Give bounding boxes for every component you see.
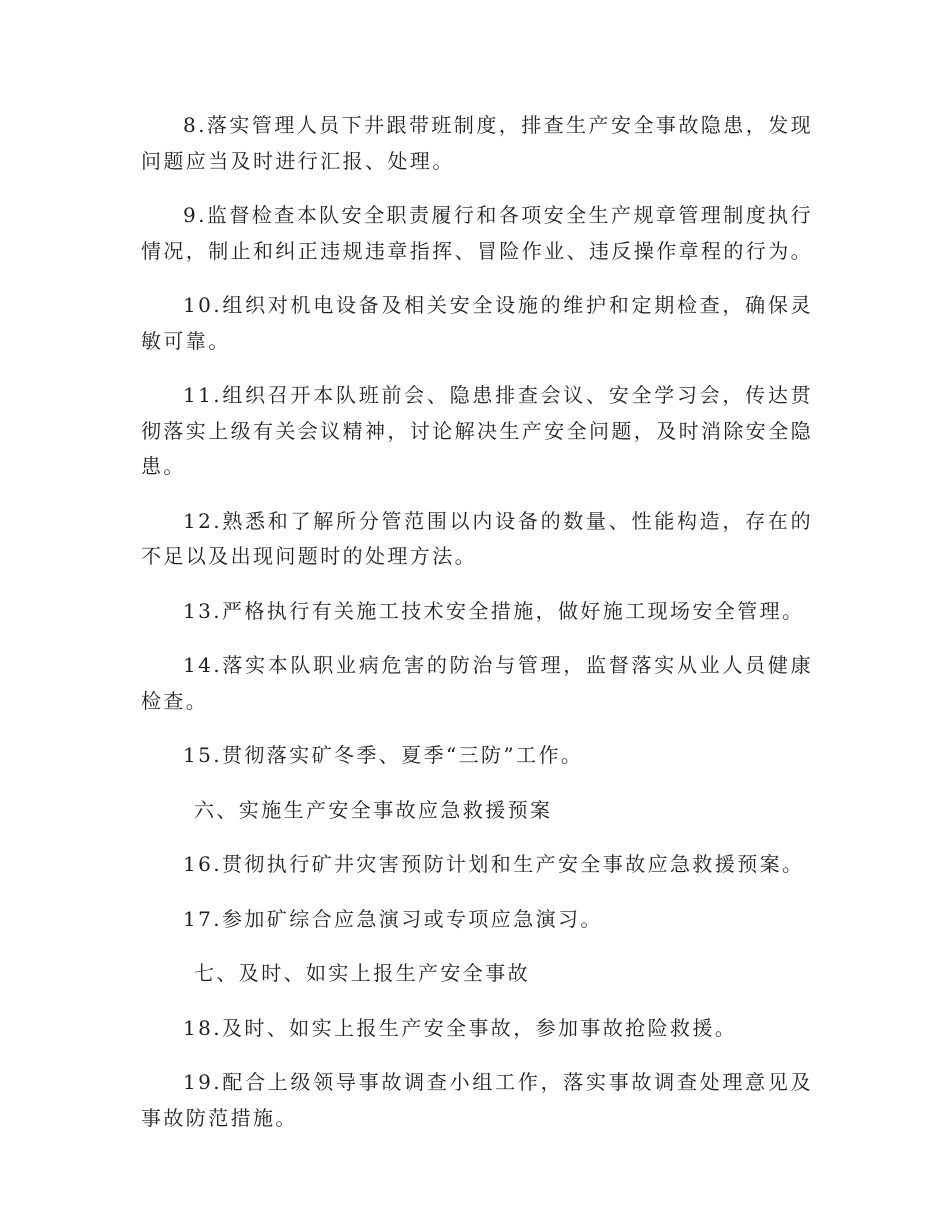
item-9: 9.监督检查本队安全职责履行和各项安全生产规章管理制度执行情况，制止和纠正违规违章指挥、冒险作业、违反操作章程的行为。 xyxy=(141,203,813,263)
item-10: 10.组织对机电设备及相关安全设施的维护和定期检查，确保灵敏可靠。 xyxy=(141,293,813,353)
item-19: 19.配合上级领导事故调查小组工作，落实事故调查处理意见及事故防范措施。 xyxy=(141,1070,813,1130)
item-12: 12.熟悉和了解所分管范围以内设备的数量、性能构造，存在的不足以及出现问题时的处理方法。 xyxy=(141,508,813,568)
document-page xyxy=(141,108,813,1155)
item-17: 17.参加矿综合应急演习或专项应急演习。 xyxy=(183,906,603,931)
item-8: 8.落实管理人员下井跟带班制度，排查生产安全事故隐患，发现问题应当及时进行汇报、处理。 xyxy=(141,113,813,173)
item-18: 18.及时、如实上报生产安全事故，参加事故抢险救援。 xyxy=(183,1015,738,1040)
item-11: 11.组织召开本队班前会、隐患排查会议、安全学习会，传达贯彻落实上级有关会议精神，讨论解决生产安全问题，及时消除安全隐患。 xyxy=(141,383,813,478)
section-heading-7: 七、及时、如实上报生产安全事故 xyxy=(194,961,530,985)
section-heading-6: 六、实施生产安全事故应急救援预案 xyxy=(194,797,553,822)
item-14: 14.落实本队职业病危害的防治与管理，监督落实从业人员健康检查。 xyxy=(141,653,813,713)
item-16: 16.贯彻执行矿井灾害预防计划和生产安全事故应急救援预案。 xyxy=(183,852,805,876)
item-13: 13.严格执行有关施工技术安全措施，做好施工现场安全管理。 xyxy=(183,598,805,623)
item-15: 15.贯彻落实矿冬季、夏季“三防”工作。 xyxy=(183,743,584,767)
